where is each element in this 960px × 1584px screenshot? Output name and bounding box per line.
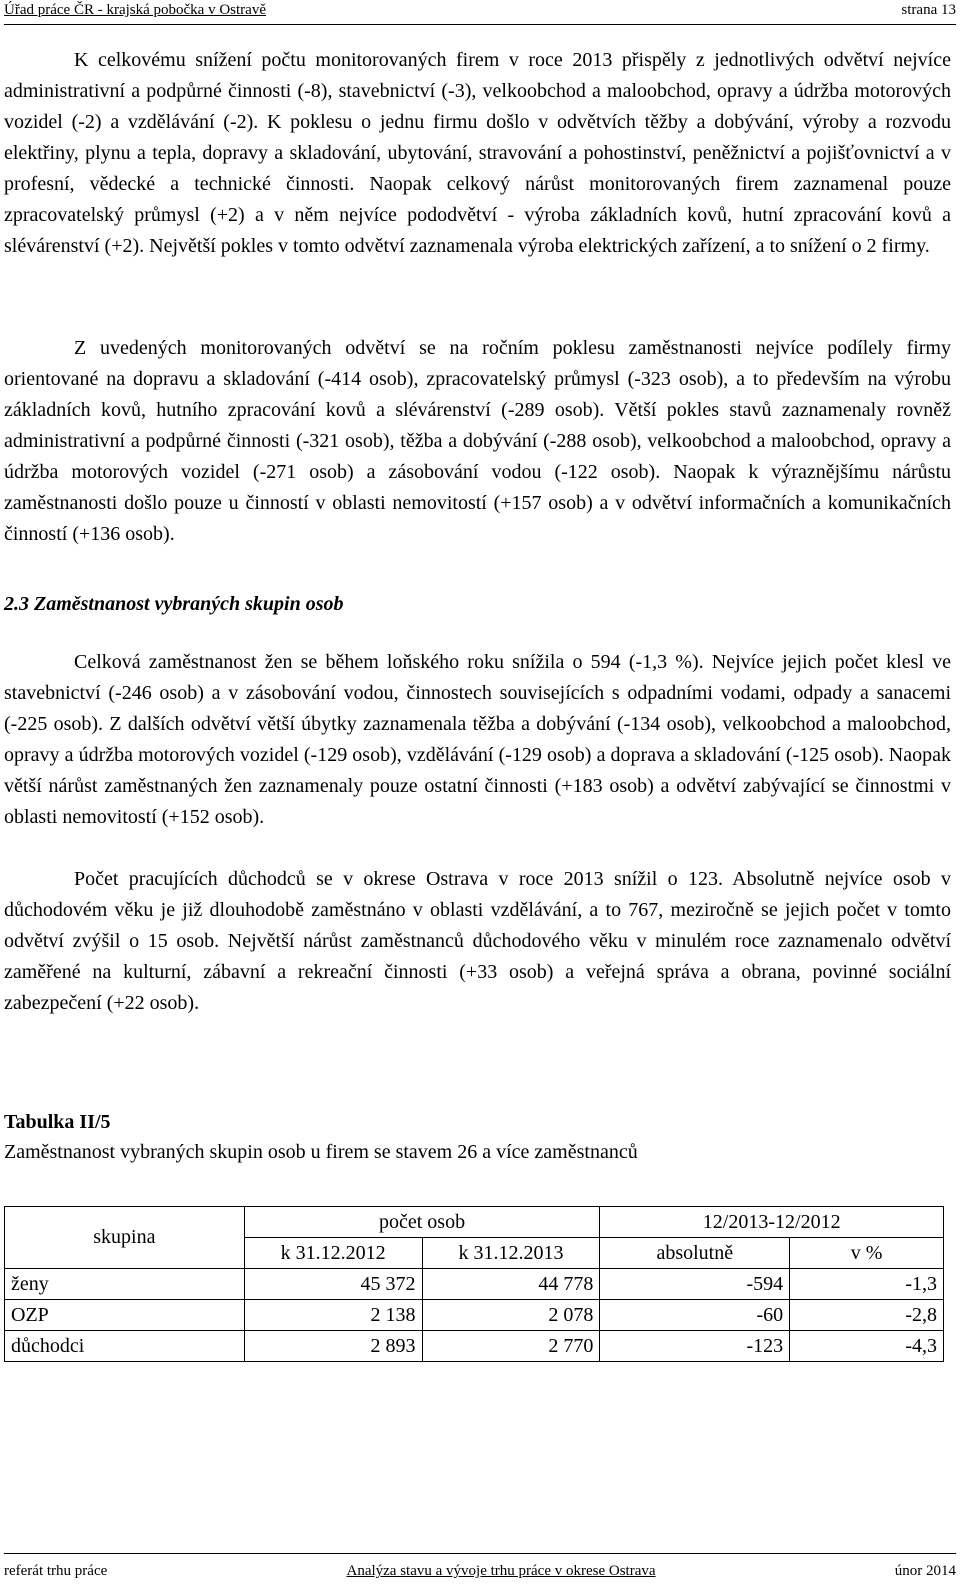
table-title [4,1107,638,1167]
cell-absolute: -594 [600,1269,790,1300]
cell-percent: -4,3 [790,1331,944,1362]
header-percent: v % [790,1238,944,1269]
header-change: 12/2013-12/2012 [600,1207,944,1238]
row-label: OZP [5,1300,245,1331]
cell-2013: 2 770 [422,1331,600,1362]
cell-percent: -1,3 [790,1269,944,1300]
header-2013: k 31.12.2013 [422,1238,600,1269]
cell-absolute: -60 [600,1300,790,1331]
header-count: počet osob [244,1207,600,1238]
cell-absolute: -123 [600,1331,790,1362]
cell-2012: 45 372 [244,1269,422,1300]
section-heading: 2.3 Zaměstnanost vybraných skupin osob [4,593,344,615]
row-label: ženy [5,1269,245,1300]
cell-2013: 2 078 [422,1300,600,1331]
paragraph-employment-decline: Z uvedených monitorovaných odvětví se na ročním poklesu zaměstnanosti nejvíce podílely firmy orientované na dopravu a skladování (-414 osob), zpracovatelský průmysl (-323 osob), a to především na výrobu základních kovů, hutního zpracování kovů a slévárenství (-289 osob). Větší pokles stavů zaznamenaly rovněž administrativní a podpůrné činnosti (-321 osob), těžba a dobývání (-288 osob), velkoobchod a maloobchod, opravy a údržba motorových vozidel (-271 osob) a zásobování vodou (-122 osob). Naopak k výraznějšímu nárůstu zaměstnanosti došlo pouze u činností v oblasti nemovitostí (+157 osob) a v odvětví informačních a komunikačních činností (+136 osob). [4,337,951,545]
footer-date: únor 2014 [894,1563,956,1579]
paragraph-women-employment: Celková zaměstnanost žen se během loňského roku snížila o 594 (-1,3 %). Nejvíce jejich počet klesl ve stavebnictví (-246 osob) a v zásobování vodou, činnostech souvisejících s odpadními vodami, odpady a sanacemi (-225 osob). Z dalších odvětví větší úbytky zaznamenala těžba a dobývání (-134 osob), velkoobchod a maloobchod, opravy a údržba motorových vozidel (-129 osob), vzdělávání (-129 osob) a doprava a skladování (-125 osob). Naopak větší nárůst zaměstnaných žen zaznamenaly pouze ostatní činnosti (+183 osob) a odvětví zabývající se činnostmi v oblasti nemovitostí (+152 osob). [4,651,951,828]
cell-percent: -2,8 [790,1300,944,1331]
header-2012: k 31.12.2012 [244,1238,422,1269]
row-label: důchodci [5,1331,245,1362]
footer-document-title: Analýza stavu a vývoje trhu práce v okrese Ostrava [346,1563,656,1579]
table-row [5,1300,944,1331]
table-row [5,1269,944,1300]
cell-2012: 2 138 [244,1300,422,1331]
page-header [4,2,956,25]
table-row [5,1331,944,1362]
cell-2012: 2 893 [244,1331,422,1362]
table-caption: Zaměstnanost vybraných skupin osob u firem se stavem 26 a více zaměstnanců [4,1141,638,1163]
header-group: skupina [5,1207,245,1269]
header-office-name: Úřad práce ČR - krajská pobočka v Ostravě [4,2,266,18]
table-number: Tabulka II/5 [4,1111,111,1133]
paragraph-pensioners: Počet pracujících důchodců se v okrese Ostrava v roce 2013 snížil o 123. Absolutně nejvíce osob v důchodovém věku je již dlouhodobě zaměstnáno v oblasti vzdělávání, a to 767, meziročně se jejich počet v tomto odvětví zvýšil o 15 osob. Největší nárůst zaměstnanců důchodového věku v minulém roce zaznamenalo odvětví zaměřené na kulturní, zábavní a rekreační činnosti (+33 osob) a veřejná správa a obrana, povinné sociální zabezpečení (+22 osob). [4,868,951,1014]
cell-2013: 44 778 [422,1269,600,1300]
header-absolute: absolutně [600,1238,790,1269]
paragraph-firms-decline: K celkovému snížení počtu monitorovaných firem v roce 2013 přispěly z jednotlivých odvětví nejvíce administrativní a podpůrné činnosti (-8), stavebnictví (-3), velkoobchod a maloobchod, opravy a údržba motorových vozidel (-2) a vzdělávání (-2). K poklesu o jednu firmu došlo v odvětvích těžby a dobývání, výroby a rozvodu elektřiny, plynu a tepla, dopravy a skladování, ubytování, stravování a pohostinství, peněžnictví a pojišťovnictví a v profesní, vědecké a technické činnosti. Naopak celkový nárůst monitorovaných firem zaznamenal pouze zpracovatelský průmysl (+2) a v něm nejvíce pododvětví - výroba základních kovů, hutní zpracování kovů a slévárenství (+2). Největší pokles v tomto odvětví zaznamenala výroba elektrických zařízení, a to snížení o 2 firmy. [4,49,951,257]
table-header-row [5,1207,944,1238]
header-page-number: strana 13 [901,2,956,18]
page-footer [4,1553,956,1580]
employment-groups-table [4,1206,944,1362]
footer-department: referát trhu práce [4,1563,108,1579]
